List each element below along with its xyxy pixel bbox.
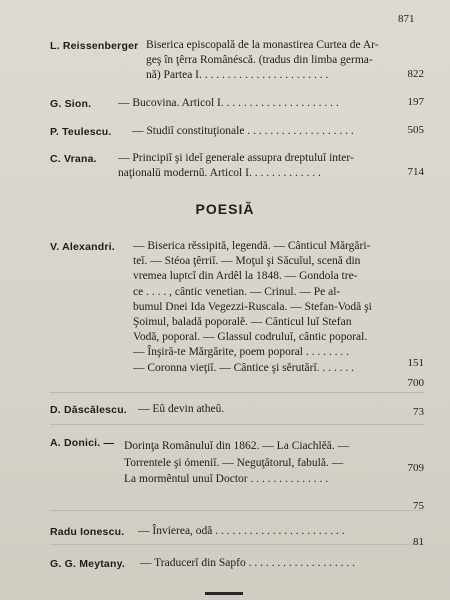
work-line: geş în ţêrra Românéscă. (tradus din limba germa- bbox=[146, 54, 373, 67]
author-name: P. Teulescu. bbox=[50, 126, 112, 138]
page-number: 871 bbox=[398, 13, 415, 25]
author-name: Radu Ionescu. bbox=[50, 526, 125, 538]
work-line: Dorinţa Românuluĭ din 1862. — La Ciachlĕă. — bbox=[124, 440, 350, 452]
page-reference: 75 bbox=[413, 500, 424, 512]
work-titles bbox=[138, 524, 400, 539]
page-reference: 709 bbox=[407, 462, 424, 474]
work-line: teĭ. — Stéoa ţêrriĭ. — Moţul şi Săcuĭul, scenă din bbox=[133, 255, 361, 268]
work-line: Biserica episcopală de la monastirea Curtea de Ar- bbox=[146, 39, 379, 51]
page-reference: 151 bbox=[407, 357, 424, 369]
entry-divider bbox=[50, 424, 424, 425]
author-name: C. Vrana. bbox=[50, 153, 97, 165]
work-line: — Traducerĭ din Sapfo . . . . . . . . . . . . . . . . . . . bbox=[140, 557, 355, 569]
entry-divider bbox=[50, 544, 424, 545]
work-line: Vodă, poporal. — Glassul codruluĭ, cântic poporal. bbox=[133, 331, 368, 344]
work-titles bbox=[118, 151, 402, 181]
author-name: G. G. Meytany. bbox=[50, 558, 125, 570]
entry-divider bbox=[50, 392, 424, 393]
author-name: D. Dăscălescu. bbox=[50, 404, 127, 416]
work-line: — Biserica rĕssipită, legendă. — Cânticul Mărgări- bbox=[133, 240, 371, 252]
work-line: — Studiĭ constituţionale . . . . . . . . . . . . . . . . . . . bbox=[132, 125, 354, 137]
bottom-rule bbox=[205, 592, 243, 595]
page-reference: 197 bbox=[407, 96, 424, 108]
author-name: L. Reissenberger bbox=[50, 40, 139, 52]
work-titles bbox=[132, 124, 400, 139]
work-titles bbox=[138, 402, 400, 417]
page-reference: 822 bbox=[407, 68, 424, 80]
author-name: V. Alexandri. bbox=[50, 241, 115, 253]
work-line: ce . . . . , cântic venetian. — Crinul. — Pe al- bbox=[133, 285, 341, 298]
work-line: nă) Partea I. . . . . . . . . . . . . . . . . . . . . . . bbox=[146, 69, 329, 82]
work-line: — Înşiră-te Mărgărite, poem poporal . . . . . . . . bbox=[133, 346, 349, 359]
work-line: — Eû devin atheû. bbox=[138, 403, 225, 415]
work-line: Şoimul, baladă poporalĕ. — Cânticul luĭ Stefan bbox=[133, 316, 352, 329]
author-name: G. Sion. bbox=[50, 98, 92, 110]
page-reference: 73 bbox=[413, 406, 424, 418]
entry-divider bbox=[50, 510, 424, 511]
page-reference: 714 bbox=[407, 166, 424, 178]
work-line: — Învierea, odă . . . . . . . . . . . . . . . . . . . . . . . bbox=[138, 525, 345, 537]
work-line: — Principiĭ şi ideĭ generale assupra dreptuluĭ inter- bbox=[118, 152, 354, 164]
page-reference: 81 bbox=[413, 536, 424, 548]
work-titles bbox=[146, 38, 402, 84]
author-name: A. Donici. — bbox=[50, 437, 115, 449]
work-line: — Coronna vieţiĭ. — Cântice şi sĕrutărĭ. . . . . . . bbox=[133, 361, 355, 374]
work-line: La mormêntul unuĭ Doctor . . . . . . . . . . . . . . bbox=[124, 473, 329, 485]
work-titles bbox=[133, 239, 402, 376]
page-reference: 505 bbox=[407, 124, 424, 136]
work-line: Torrentele şi ómeniĭ. — Neguţătorul, fabulă. — bbox=[124, 456, 344, 469]
work-titles bbox=[124, 438, 398, 488]
work-titles bbox=[118, 96, 400, 111]
section-title: POESIĂ bbox=[195, 201, 255, 217]
work-titles bbox=[140, 556, 400, 571]
work-line: bumul Dnei Ida Vegezzi-Ruscala. — Stefan-Vodă şi bbox=[133, 300, 372, 313]
work-line: vremea luptcĭ din Ardêl la 1848. — Gondola tre- bbox=[133, 270, 358, 283]
page-reference: 700 bbox=[407, 377, 424, 389]
work-line: naţionalŭ modernŭ. Articol I. . . . . . . . . . . . . bbox=[118, 167, 321, 180]
work-line: — Bucovina. Articol I. . . . . . . . . . . . . . . . . . . . . bbox=[118, 97, 339, 109]
